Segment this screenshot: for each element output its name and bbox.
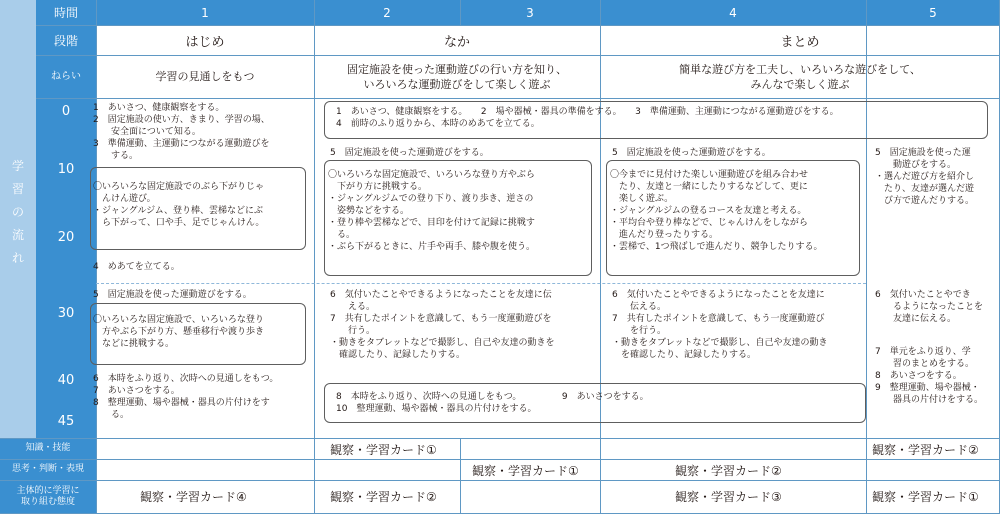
step: 8 本時をふり返り、次時への見通しをもつ。 9 あいさつをする。 — [336, 392, 649, 402]
step: 7 共有したポイントを意識して、もう一度運動遊びを — [330, 314, 552, 324]
grid-line — [0, 480, 1000, 481]
step: 確認したり、記録したりする。 — [330, 350, 466, 360]
grid-line — [96, 0, 97, 514]
step: 9 整理運動、場や器械・ — [875, 383, 980, 393]
p4-box-text — [610, 169, 860, 253]
stage-label: 段階 — [53, 33, 78, 48]
p1-box-b-text — [93, 314, 305, 350]
step: 2 固定施設の使い方、きまり、学習の場、 — [93, 115, 270, 125]
step: ・選んだ遊び方を紹介し — [875, 172, 975, 182]
eval-knowledge-card-1: 観察・学習カード① — [330, 443, 437, 457]
flow-label-char: れ — [11, 251, 24, 265]
step: 安全面について知る。 — [93, 127, 201, 137]
eval-thinking-card-2: 観察・学習カード② — [675, 464, 782, 478]
step: 〇いろいろな固定施設でのぶら下がりじゃ — [93, 182, 265, 192]
grid-line — [0, 438, 1000, 439]
step: 進んだり登ったりする。 — [610, 230, 719, 240]
p23-box-text — [328, 169, 590, 253]
step: 動遊びをする。 — [875, 160, 957, 170]
step: 姿勢などをする。 — [328, 206, 410, 216]
tick-10: 10 — [57, 162, 75, 177]
step: 習のまとめをする。 — [875, 359, 975, 369]
step: 行う。 — [330, 326, 376, 336]
p1-steps-top — [93, 102, 308, 162]
period-5: 5 — [929, 5, 937, 20]
step: 器具の片付けをする。 — [875, 395, 984, 405]
step: 下がり方に挑戦する。 — [328, 182, 428, 192]
grid-line — [314, 0, 315, 514]
flow-label-char: 流 — [11, 228, 24, 242]
stage-matome: まとめ — [780, 34, 820, 50]
tick-45: 45 — [57, 414, 75, 429]
flow-label-char: 習 — [11, 182, 24, 196]
step: する。 — [93, 151, 139, 161]
grid-line — [600, 0, 601, 514]
p1-step5: 5 固定施設を使った運動遊びをする。 — [93, 290, 252, 300]
eval-attitude-card-2: 観察・学習カード② — [330, 490, 437, 504]
step: 1 あいさつ、健康観察をする。 — [93, 103, 225, 113]
step: 友達に伝える。 — [875, 314, 957, 324]
eval-attitude-card-3: 観察・学習カード③ — [675, 490, 782, 504]
step: 10 整理運動、場や器械・器具の片付けをする。 — [336, 404, 537, 414]
period-2: 2 — [383, 5, 391, 20]
step: 6 本時をふり返り、次時への見通しをもつ。 — [93, 374, 279, 384]
step: 伝える。 — [612, 302, 667, 312]
step: ・動きをタブレットなどで撮影し、自己や友達の動きを — [330, 338, 555, 348]
grid-line — [36, 25, 1000, 26]
aim-naka: 固定施設を使った運動遊びの行い方を知り、 いろいろな運動遊びをして楽しく遊ぶ — [347, 62, 567, 91]
step: を行う。 — [612, 326, 667, 336]
tick-40: 40 — [57, 373, 75, 388]
step: ・動きをタブレットなどで撮影し、自己や友達の動き — [612, 338, 828, 348]
step: 6 気付いたことやできるようになったことを友達に伝 — [330, 290, 552, 300]
step: ・ぶら下がるときに、片手や両手、膝や腹を使う。 — [328, 242, 536, 252]
aim-hajime: 学習の見通しをもつ — [155, 70, 255, 83]
step: などに挑戦する。 — [93, 339, 175, 349]
p1-step4: 4 めあてを立てる。 — [93, 262, 180, 272]
step: 楽しく遊ぶ。 — [610, 194, 674, 204]
tick-20: 20 — [57, 230, 75, 245]
step: ・ジャングルジムでの登り下り、渡り歩き、逆さの — [328, 194, 534, 204]
step: 8 あいさつをする。 — [875, 371, 962, 381]
grid-line — [460, 0, 461, 25]
step: たり、友達と一緒にしたりするなどして、更に — [610, 182, 808, 192]
flow-label — [0, 155, 36, 270]
eval-attitude-label: 主体的に学習に 取り組む態度 — [16, 486, 80, 507]
step: 7 共有したポイントを意識して、もう一度運動遊び — [612, 314, 825, 324]
step: を確認したり、記録したりする。 — [612, 350, 757, 360]
eval-thinking-card-1: 観察・学習カード① — [472, 464, 579, 478]
grid-line — [36, 98, 1000, 99]
dash-line — [96, 283, 866, 284]
step: 〇今までに見付けた楽しい運動遊びを組み合わせ — [610, 170, 809, 180]
step: るようになったことを — [875, 302, 984, 312]
step: んけん遊び。 — [93, 194, 156, 204]
eval-knowledge-label: 知識・技能 — [25, 443, 71, 453]
p1-steps-bottom — [93, 373, 308, 421]
grid-line — [866, 0, 867, 514]
flow-label-char: 学 — [11, 159, 24, 173]
flow-label-char: の — [11, 205, 24, 219]
p5-steps-a — [875, 147, 997, 207]
step: 方やぶら下がり方、懸垂移行や渡り歩き — [93, 327, 265, 337]
p4-steps67 — [612, 289, 866, 361]
eval-attitude-card-1: 観察・学習カード④ — [140, 490, 247, 504]
step: ・ジャングルジムの登るコースを友達と考える。 — [610, 206, 807, 216]
eval-thinking-label: 思考・判断・表現 — [11, 464, 84, 474]
aim-matome: 簡単な遊び方を工夫し、いろいろな遊びをして、 みんなで楽しく遊ぶ — [679, 62, 921, 91]
tick-30: 30 — [57, 306, 75, 321]
p23-steps67 — [330, 289, 598, 361]
time-label: 時間 — [53, 6, 78, 20]
p5-steps-b — [875, 289, 997, 325]
step: 〇いろいろな固定施設で、いろいろな登り方やぶら — [328, 170, 535, 180]
step: び方で遊んだりする。 — [875, 196, 975, 206]
p4-step5: 5 固定施設を使った運動遊びをする。 — [612, 148, 771, 158]
step: 〇いろいろな固定施設で、いろいろな登り — [93, 315, 264, 325]
step: 4 前時のふり返りから、本時のめあてを立てる。 — [336, 119, 540, 129]
shared-opening-text — [336, 106, 986, 130]
step: ら下がって、口や手、足でじゃんけん。 — [93, 218, 265, 228]
p5-steps-c — [875, 346, 997, 406]
step: 6 気付いたことやできるようになったことを友達に — [612, 290, 825, 300]
period-1: 1 — [201, 5, 209, 20]
stage-naka: なか — [443, 34, 470, 50]
p1-box-a-text — [93, 181, 305, 229]
step: ・ジャングルジム、登り棒、雲梯などにぶ — [93, 206, 264, 216]
step: る。 — [93, 410, 130, 420]
aim-label: ねらい — [51, 71, 81, 82]
step: たり、友達が選んだ遊 — [875, 184, 975, 194]
eval-knowledge-card-2: 観察・学習カード② — [872, 443, 979, 457]
eval-attitude-card-4: 観察・学習カード① — [872, 490, 979, 504]
step: 8 整理運動、場や器械・器具の片付けをす — [93, 398, 270, 408]
step: ・雲梯で、1つ飛ばしで進んだり、競争したりする。 — [610, 242, 823, 252]
grid-line — [460, 438, 461, 514]
step: ・平均台や登り棒などで、じゃんけんをしながら — [610, 218, 808, 228]
step: 3 準備運動、主運動につながる運動遊びを — [93, 139, 270, 149]
grid-line — [36, 55, 1000, 56]
step: 7 単元をふり返り、学 — [875, 347, 971, 357]
p23-step5: 5 固定施設を使った運動遊びをする。 — [330, 148, 489, 158]
tick-0: 0 — [61, 104, 71, 119]
shared-closing-text — [336, 391, 862, 415]
step: 6 気付いたことやでき — [875, 290, 971, 300]
grid-line — [0, 459, 1000, 460]
step: 1 あいさつ、健康観察をする。 2 場や器械・器具の準備をする。 3 準備運動、主運動につながる運動遊びをする。 — [336, 107, 839, 117]
step: 5 固定施設を使った運 — [875, 148, 971, 158]
step: る。 — [328, 230, 356, 240]
stage-hajime: はじめ — [185, 34, 225, 50]
step: ・登り棒や雲梯などで、目印を付けて記録に挑戦す — [328, 218, 535, 228]
period-4: 4 — [729, 5, 737, 20]
step: 7 あいさつをする。 — [93, 386, 180, 396]
period-3: 3 — [526, 5, 534, 20]
step: える。 — [330, 302, 376, 312]
